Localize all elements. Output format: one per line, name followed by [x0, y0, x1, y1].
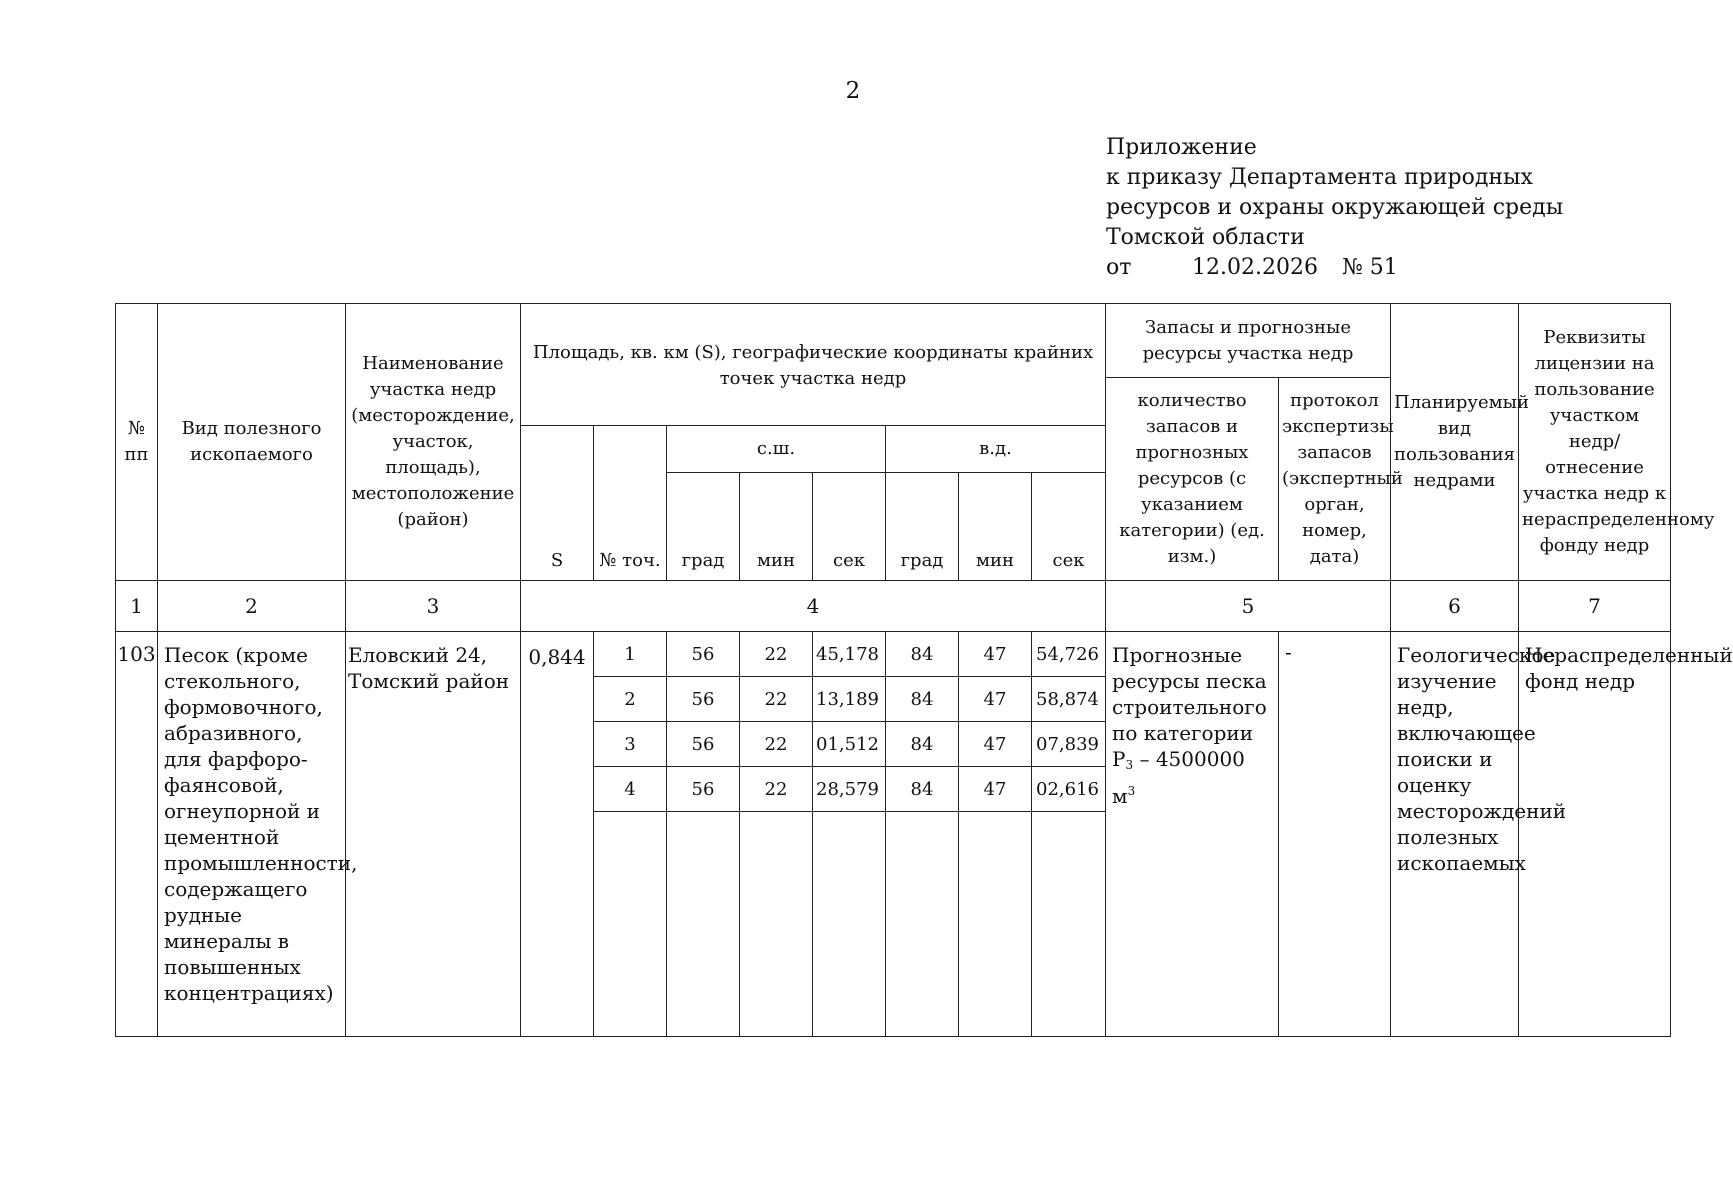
empty-cell	[740, 812, 813, 1037]
header-latitude: с.ш.	[667, 426, 886, 473]
header-quantity: количество запасов и прогнозных ресурсов (с указанием категории) (ед. изм.)	[1106, 378, 1279, 581]
empty-cell	[667, 812, 740, 1037]
empty-cell	[813, 812, 886, 1037]
resources-category-index: 3	[1125, 758, 1134, 772]
header-lat-min: мин	[740, 473, 813, 581]
header-lon-min: мин	[959, 473, 1032, 581]
resources-text: Прогнозные ресурсы песка строительного по категории	[1112, 643, 1267, 745]
record-mineral: Песок (кроме стекольного, формовочного, абразивного, для фарфоро-фаянсовой, огнеупорной и цементной промышленности, содержащего рудные минералы в повышенных концентрациях)	[158, 632, 346, 1037]
lat-sec: 45,178	[813, 632, 886, 677]
point-number: 2	[594, 677, 667, 722]
header-lon-sec: сек	[1032, 473, 1106, 581]
resources-category: Р	[1112, 747, 1126, 771]
lon-deg: 84	[886, 722, 959, 767]
appendix-line-4: Томской области	[1106, 225, 1305, 250]
order-date: 12.02.2026	[1192, 255, 1318, 280]
lon-sec: 07,839	[1032, 722, 1106, 767]
lat-min: 22	[740, 677, 813, 722]
lon-sec: 54,726	[1032, 632, 1106, 677]
record-protocol: -	[1279, 632, 1391, 1037]
header-reserves: Запасы и прогнозные ресурсы участка недр	[1106, 304, 1391, 378]
page-number: 2	[845, 78, 861, 104]
column-number-4: 4	[521, 581, 1106, 632]
empty-cell	[886, 812, 959, 1037]
header-protocol: протокол экспертизы запасов (экспертный орган, номер, дата)	[1279, 378, 1391, 581]
header-license: Реквизиты лицензии на пользование участком недр/ отнесение участка недр к нераспределенному фонду недр	[1519, 304, 1671, 581]
appendix-line-2: к приказу Департамента природных	[1106, 165, 1533, 190]
record-usage: Геологическое изучение недр, включающее поиски и оценку месторождений полезных ископаемых	[1391, 632, 1519, 1037]
appendix-title: Приложение	[1106, 135, 1257, 160]
record-site-name: Еловский 24, Томский район	[346, 632, 521, 1037]
column-number-3: 3	[346, 581, 521, 632]
record-resources	[1106, 632, 1279, 1037]
column-number-row	[116, 581, 1671, 632]
header-lat-deg: град	[667, 473, 740, 581]
header-usage: Планируемый вид пользования недрами	[1391, 304, 1519, 581]
header-s: S	[521, 426, 594, 581]
lat-deg: 56	[667, 767, 740, 812]
lon-deg: 84	[886, 767, 959, 812]
column-number-6: 6	[1391, 581, 1519, 632]
lat-sec: 28,579	[813, 767, 886, 812]
lat-min: 22	[740, 632, 813, 677]
header-lat-sec: сек	[813, 473, 886, 581]
lon-min: 47	[959, 722, 1032, 767]
header-mineral: Вид полезного ископаемого	[158, 304, 346, 581]
lat-deg: 56	[667, 632, 740, 677]
order-from-label: от	[1106, 255, 1132, 280]
record-license: Нераспределенный фонд недр	[1519, 632, 1671, 1037]
order-number: № 51	[1342, 255, 1398, 280]
lat-sec: 01,512	[813, 722, 886, 767]
point-number: 1	[594, 632, 667, 677]
lat-min: 22	[740, 722, 813, 767]
subsoil-registry-table	[115, 303, 1733, 1037]
appendix-block	[1106, 133, 1563, 283]
lon-min: 47	[959, 632, 1032, 677]
lon-deg: 84	[886, 632, 959, 677]
lat-min: 22	[740, 767, 813, 812]
record-num: 103	[116, 632, 158, 1037]
lat-deg: 56	[667, 677, 740, 722]
lon-min: 47	[959, 767, 1032, 812]
table-row	[116, 632, 1671, 677]
resources-amount: – 4500000 м	[1112, 747, 1245, 808]
lon-deg: 84	[886, 677, 959, 722]
header-site-name: Наименование участка недр (месторождение, участок, площадь), местоположение (район)	[346, 304, 521, 581]
column-number-5: 5	[1106, 581, 1391, 632]
point-number: 4	[594, 767, 667, 812]
point-number: 3	[594, 722, 667, 767]
column-number-7: 7	[1519, 581, 1671, 632]
lon-sec: 58,874	[1032, 677, 1106, 722]
lon-sec: 02,616	[1032, 767, 1106, 812]
empty-cell	[959, 812, 1032, 1037]
lat-deg: 56	[667, 722, 740, 767]
empty-cell	[1032, 812, 1106, 1037]
lat-sec: 13,189	[813, 677, 886, 722]
order-reference	[1106, 253, 1563, 283]
header-num: № пп	[116, 304, 158, 581]
column-number-2: 2	[158, 581, 346, 632]
resources-unit-power: 3	[1127, 784, 1136, 798]
empty-cell	[594, 812, 667, 1037]
record-area: 0,844	[521, 632, 594, 1037]
header-area-coordinates: Площадь, кв. км (S), географические координаты крайних точек участка недр	[521, 304, 1106, 426]
appendix-line-3: ресурсов и охраны окружающей среды	[1106, 195, 1564, 220]
header-point: № точ.	[594, 426, 667, 581]
header-longitude: в.д.	[886, 426, 1106, 473]
lon-min: 47	[959, 677, 1032, 722]
header-lon-deg: град	[886, 473, 959, 581]
column-number-1: 1	[116, 581, 158, 632]
